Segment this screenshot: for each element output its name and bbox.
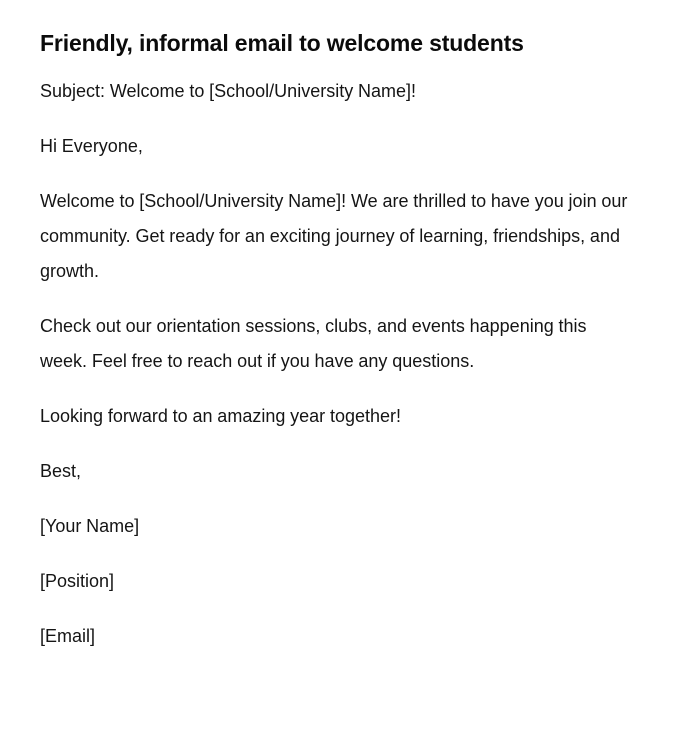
email-body-paragraph-2: Check out our orientation sessions, clubs, and events happening this week. Feel free to reach out if you have any questions. xyxy=(40,316,587,371)
email-subject-line: Subject: Welcome to [School/University Name]! xyxy=(40,81,417,101)
email-signoff: Best, xyxy=(40,461,82,481)
signature-position: [Position] xyxy=(40,571,115,591)
page-title: Friendly, informal email to welcome students xyxy=(40,30,524,56)
signature-name: [Your Name] xyxy=(40,516,140,536)
signature-email: [Email] xyxy=(40,626,96,646)
email-closing-line: Looking forward to an amazing year together! xyxy=(40,406,402,426)
email-body-paragraph-1: Welcome to [School/University Name]! We are thrilled to have you join our community. Get ready for an exciting journey of learning, friendships, and growth. xyxy=(40,191,628,281)
email-greeting: Hi Everyone, xyxy=(40,136,143,156)
